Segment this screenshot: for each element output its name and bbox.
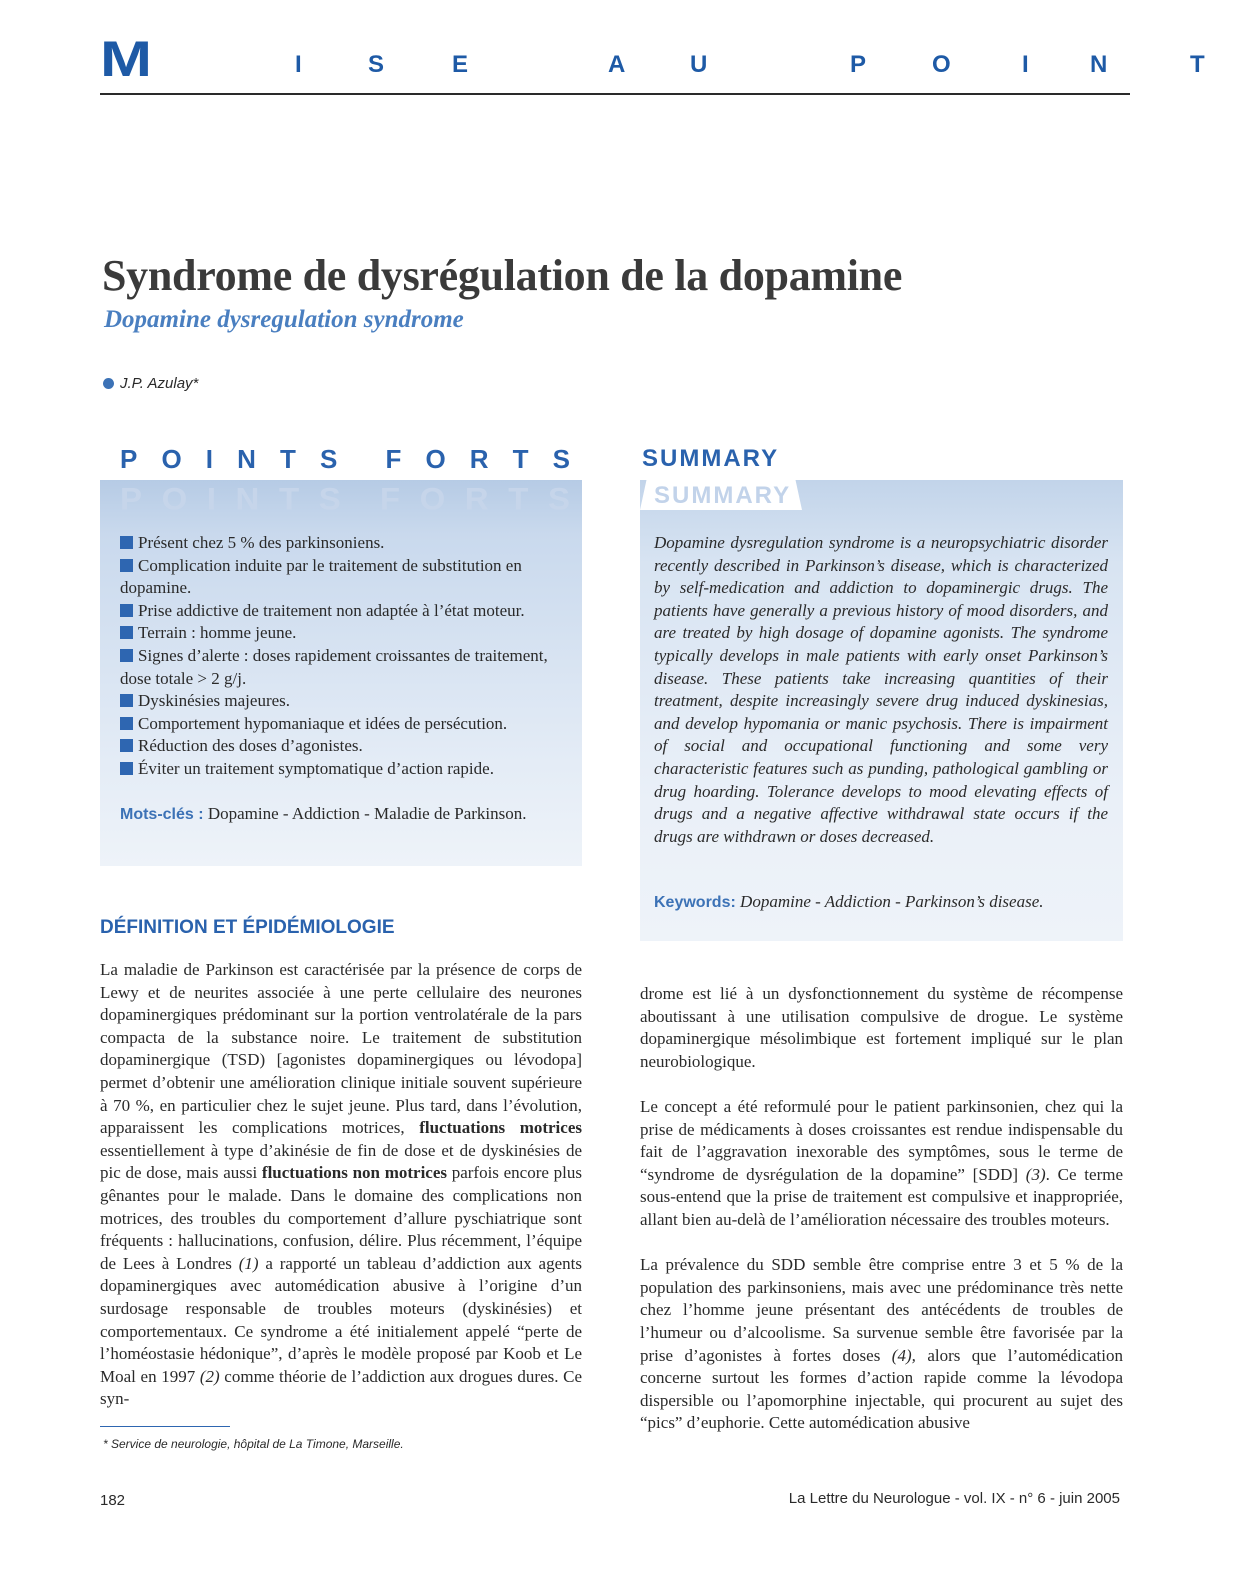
author-name: J.P. Azulay* xyxy=(120,375,199,392)
footnote-rule xyxy=(100,1426,230,1427)
square-bullet-icon xyxy=(120,536,133,549)
list-item xyxy=(120,645,568,690)
title-letter: S xyxy=(319,444,338,474)
banner-letter: T xyxy=(1190,51,1205,78)
body-paragraph xyxy=(100,959,582,1411)
reference: (4), xyxy=(891,1345,916,1365)
title-letter: F xyxy=(385,444,402,474)
points-forts-shadow-title xyxy=(120,481,570,517)
reference: (1) xyxy=(238,1253,259,1273)
mots-cles xyxy=(120,804,527,824)
list-item xyxy=(120,713,568,736)
list-item xyxy=(120,600,568,623)
title-letter: S xyxy=(552,444,570,474)
body-column-right xyxy=(640,983,1123,1435)
title-letter: R xyxy=(469,444,489,474)
title-letter: N xyxy=(237,444,256,474)
banner-letter: I xyxy=(1022,51,1029,78)
list-item xyxy=(120,758,568,781)
shadow-letter: P xyxy=(120,481,143,517)
text-run: La prévalence du SDD semble être comprise entre 3 et 5 % de la population des parkinsoniens, mais avec une prédominance très nette chez l’homme jeune présentant des antécédents de troubles de l’humeur ou d’alcoolisme. Sa survenue semble être favorisée par la prise d’agonistes à fortes doses xyxy=(640,1255,1123,1365)
list-item-text: Réduction des doses d’agonistes. xyxy=(138,736,363,756)
keywords-text: Dopamine - Addiction - Parkinson’s disease. xyxy=(735,892,1044,911)
square-bullet-icon xyxy=(120,694,133,707)
list-item xyxy=(120,690,568,713)
body-column-left xyxy=(100,959,582,1411)
text-run: . Ce terme sous-entend que la prise de traitement est compulsive et inappropriée, allant bien au-delà de l’amélioration nécessaire des troubles moteurs. xyxy=(640,1164,1123,1229)
keywords-label: Keywords: xyxy=(654,894,736,911)
text-run: alors que l’automédication concerne surtout les formes d’action rapide comme la lévodopa dispersible ou l’apomorphine injectable, qui procurent au sujet des “pics” d’euphorie. Cette automédication abusive xyxy=(640,1345,1123,1433)
banner-letter: A xyxy=(608,51,626,78)
points-forts-list xyxy=(120,532,568,781)
shadow-letter: S xyxy=(547,481,570,517)
body-paragraph: drome est lié à un dysfonctionnement du système de récompense aboutissant à une utilisation compulsive de drogue. Le système dopaminergique mésolimbique est fortement impliqué sur le plan neurobiologique. xyxy=(640,984,1123,1071)
shadow-letter: O xyxy=(161,481,188,517)
summary-shadow-title: SUMMARY xyxy=(654,482,792,509)
keywords xyxy=(654,892,1044,912)
banner-letter: P xyxy=(850,51,867,78)
summary-box xyxy=(640,444,1123,941)
list-item-text: Prise addictive de traitement non adaptée à l’état moteur. xyxy=(138,600,525,620)
text-run: La maladie de Parkinson est caractérisée par la présence de corps de Lewy et de neurites associée à une perte cellulaire des neurones dopaminergiques prédominant sur la portion ventrolatérale de la pars compacta de la substance noire. Le traitement de substitution dopaminergique (TSD) [agonistes dopaminergiques ou lévodopa] permet d’obtenir une amélioration clinique initiale souvent supérieure à 70 %, en particulier chez le sujet jeune. Plus tard, dans l’évolution, apparaissent les complications motrices, xyxy=(100,960,582,1138)
text-run: comme théorie de l’addiction aux drogues dures. Ce syn- xyxy=(100,1366,583,1409)
bold-term: fluctuations non motrices xyxy=(261,1163,447,1183)
list-item xyxy=(120,622,568,645)
list-item-text: Comportement hypomaniaque et idées de persécution. xyxy=(138,713,508,733)
list-item-text: Dyskinésies majeures. xyxy=(138,691,291,711)
list-item-text: Signes d’alerte : doses rapidement croissantes de traitement, dose totale > 2 g/j. xyxy=(120,645,548,688)
square-bullet-icon xyxy=(120,604,133,617)
title-letter: P xyxy=(120,444,138,474)
article-subtitle: Dopamine dysregulation syndrome xyxy=(104,306,464,333)
mots-cles-label: Mots-clés : xyxy=(120,806,204,823)
shadow-letter: F xyxy=(379,481,400,517)
summary-title: SUMMARY xyxy=(642,445,780,472)
banner-big-letter: M xyxy=(100,31,150,87)
author-line xyxy=(103,375,198,392)
text-run: essentiellement à type d’akinésie de fin de dose et de dyskinésies de pic de dose, mais aussi xyxy=(100,1140,582,1183)
title-letter: O xyxy=(425,444,446,474)
header-rule xyxy=(100,93,1130,95)
reference: (3) xyxy=(1025,1164,1046,1184)
banner-letter: N xyxy=(1090,51,1108,78)
bold-term: fluctuations motrices xyxy=(419,1118,582,1138)
title-letter: T xyxy=(279,444,296,474)
article-title: Syndrome de dysrégulation de la dopamine xyxy=(102,251,903,300)
banner-letter: U xyxy=(690,51,708,78)
text-run: Le concept a été reformulé pour le patient parkinsonien, chez qui la prise de médicaments à doses croissantes est rendue indispensable du fait de l’aggravation inexorable des symptômes, sous le terme de “syndrome de dysrégulation de la dopamine” [SDD] xyxy=(640,1096,1123,1184)
footnote: * Service de neurologie, hôpital de La Timone, Marseille. xyxy=(103,1437,404,1451)
text-run: parfois encore plus gênantes pour le malade. Dans le domaine des complications non motrices, des troubles du comportement d’allure pyschiatrique sont fréquents : hallucinations, confusion, délire. Plus récemment, l’équipe de Lees à Londres xyxy=(100,1163,582,1273)
shadow-letter: T xyxy=(278,481,300,517)
square-bullet-icon xyxy=(120,739,133,752)
square-bullet-icon xyxy=(120,559,133,572)
title-letter: I xyxy=(205,444,213,474)
shadow-letter: S xyxy=(318,481,341,517)
list-item xyxy=(120,555,568,600)
banner-letter: S xyxy=(368,51,385,78)
text-run: a rapporté un tableau d’addiction aux agents dopaminergiques avec automédication abusive à l’origine d’un surdosage responsable de troubles moteurs (dyskinésies) et comportementaux. Ce syndrome a été initialement appelé “perte de l’homéostasie hédonique”, d’après le modèle proposé par Koob et Le Moal en 1997 xyxy=(100,1253,582,1386)
banner-letter: O xyxy=(932,51,951,78)
reference: (2) xyxy=(199,1366,220,1386)
list-item-text: Éviter un traitement symptomatique d’action rapide. xyxy=(138,758,494,778)
banner-letter: I xyxy=(295,51,302,78)
shadow-letter: I xyxy=(206,481,216,517)
list-item-text: Complication induite par le traitement de substitution en dopamine. xyxy=(120,555,522,598)
shadow-letter: T xyxy=(508,481,529,517)
list-item xyxy=(120,735,568,758)
points-forts-box xyxy=(100,444,582,866)
summary-text: Dopamine dysregulation syndrome is a neuropsychiatric disorder recently described in Parkinson’s disease, which is characterized by self-medication and addiction to dopaminergic drugs. The patients have generally a previous history of mood disorders, and are treated by high dosage of dopamine agonists. The syndrome typically develops in male patients with early onset Parkinson’s disease. These patients take increasing quantities of their treatment, despite increasingly severe drug induced dyskinesias, and develop hypomania or manic psychosis. There is impairment of social and occupational functioning and some very characteristic features such as punding, pathological gambling or drug hoarding. Tolerance develops to mood elevating effects of drugs and a negative affective withdrawal state occurs if the drugs are withdrawn or doses decreased. xyxy=(654,533,1108,846)
square-bullet-icon xyxy=(120,717,133,730)
square-bullet-icon xyxy=(120,649,133,662)
shadow-letter: O xyxy=(419,481,446,517)
banner-letter: E xyxy=(452,51,469,78)
mots-cles-text: Dopamine - Addiction - Maladie de Parkinson. xyxy=(203,804,527,823)
title-letter: O xyxy=(161,444,182,474)
square-bullet-icon xyxy=(120,762,133,775)
list-item-text: Terrain : homme jeune. xyxy=(138,623,297,643)
body-paragraph xyxy=(640,1254,1123,1435)
shadow-letter: R xyxy=(464,481,489,517)
title-letter: T xyxy=(512,444,529,474)
shadow-letter: N xyxy=(235,481,260,517)
list-item-text: Présent chez 5 % des parkinsoniens. xyxy=(138,533,385,552)
section-banner xyxy=(100,31,1205,87)
square-bullet-icon xyxy=(120,626,133,639)
bullet-dot-icon xyxy=(103,378,114,389)
page-number: 182 xyxy=(100,1492,126,1509)
section-heading: DÉFINITION ET ÉPIDÉMIOLOGIE xyxy=(100,917,395,938)
journal-citation: La Lettre du Neurologue - vol. IX - n° 6 - juin 2005 xyxy=(788,1490,1120,1507)
body-paragraph xyxy=(640,1096,1123,1232)
list-item xyxy=(120,532,568,555)
points-forts-title xyxy=(120,444,570,475)
